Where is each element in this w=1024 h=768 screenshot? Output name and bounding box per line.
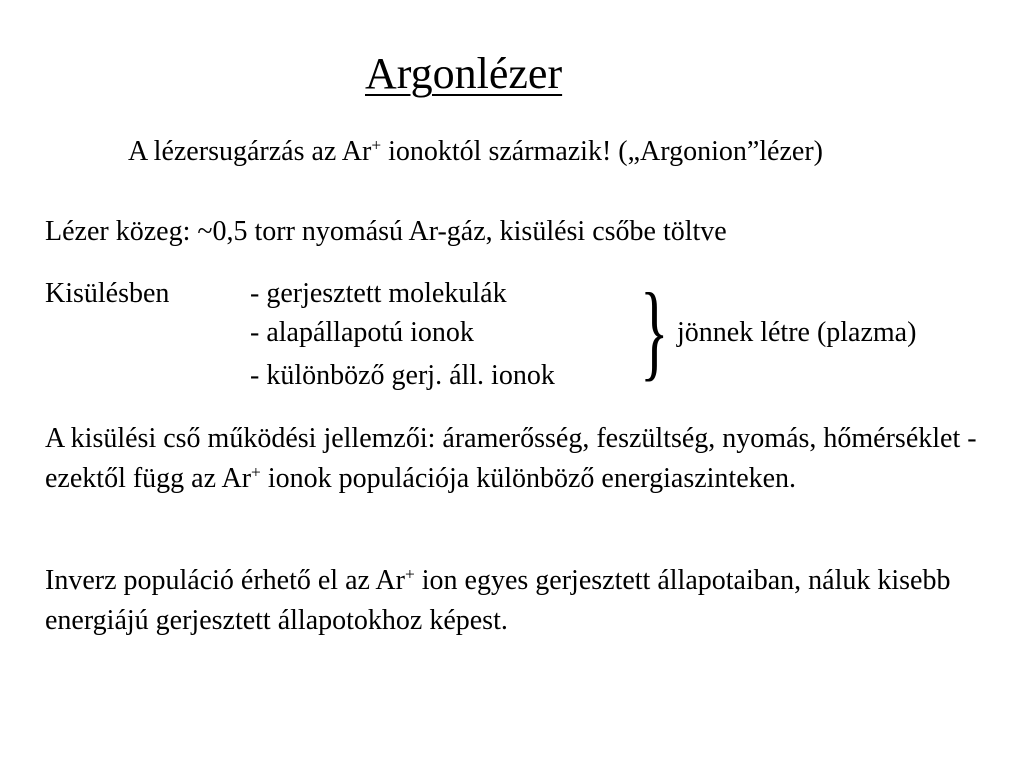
discharge-list-item: - különböző gerj. áll. ionok — [250, 360, 555, 391]
paragraph2-text-end: ion egyes gerjesztett állapotaiban, náluk kisebb energiájú gerjesztett állapotokhoz képest. — [45, 565, 951, 636]
discharge-list-item: - alapállapotú ionok — [250, 317, 474, 348]
subtitle-text-end: ionoktól származik! („Argonion”lézer) — [381, 136, 823, 167]
ar-ion-superscript: + — [371, 135, 382, 155]
discharge-tube-paragraph — [45, 419, 985, 499]
discharge-label: Kisülésben — [45, 278, 170, 309]
subtitle-text-start: A lézersugárzás az Ar — [128, 136, 372, 167]
discharge-list-item: - gerjesztett molekulák — [250, 278, 507, 309]
laser-medium-line: Lézer közeg: ~0,5 torr nyomású Ar-gáz, kisülési csőbe töltve — [45, 216, 727, 247]
page-title: Argonlézer — [365, 49, 563, 98]
plasma-note: jönnek létre (plazma) — [677, 317, 917, 348]
paragraph1-text-start: A kisülési cső működési jellemzői: áramerősség, feszültség, nyomás, hőmérséklet - ezektől függ az Ar — [45, 423, 977, 494]
inversion-paragraph — [45, 561, 985, 641]
ar-ion-superscript: + — [404, 564, 415, 584]
paragraph1-text-end: ionok populációja különböző energiaszinteken. — [260, 463, 797, 494]
subtitle-line — [128, 135, 823, 169]
paragraph2-text-start: Inverz populáció érhető el az Ar — [45, 565, 405, 596]
ar-ion-superscript: + — [251, 462, 261, 482]
curly-brace: } — [640, 272, 669, 391]
